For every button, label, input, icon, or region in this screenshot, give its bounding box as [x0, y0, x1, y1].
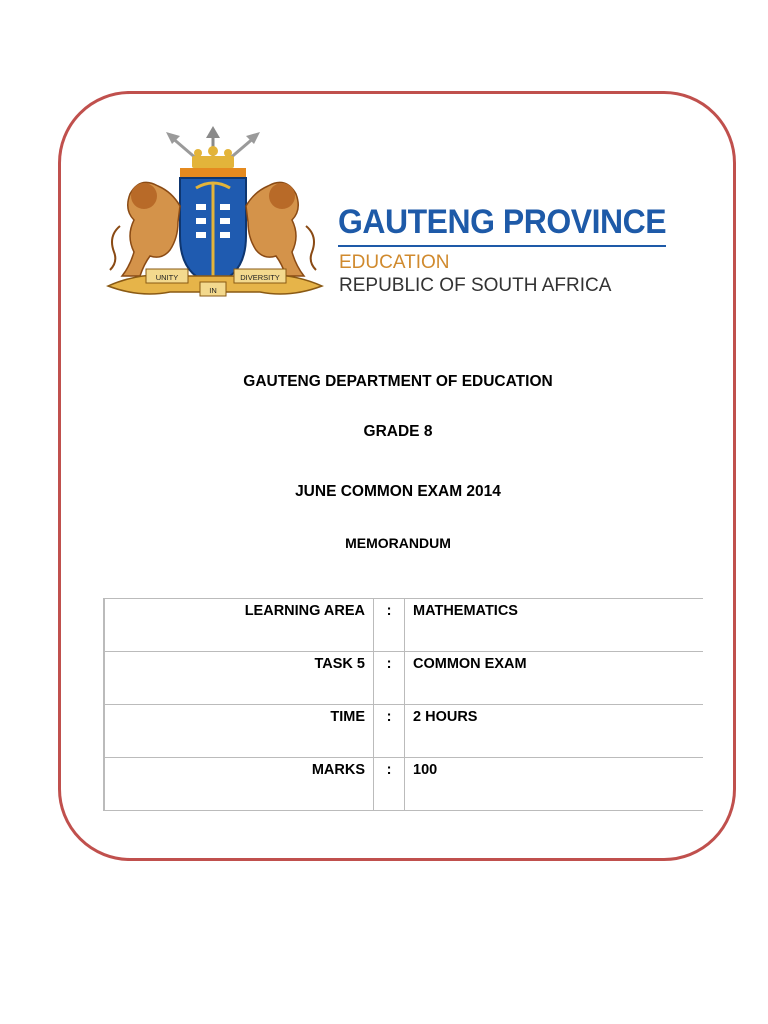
- detail-value: 100: [405, 758, 704, 811]
- detail-separator: :: [374, 758, 405, 811]
- detail-label: MARKS: [104, 758, 374, 811]
- gauteng-coat-of-arms-logo: [100, 126, 330, 308]
- exam-details-table: [103, 598, 703, 811]
- detail-separator: :: [374, 705, 405, 758]
- detail-label: TIME: [104, 705, 374, 758]
- motto-diversity: DIVERSITY: [240, 273, 280, 282]
- detail-value: COMMON EXAM: [405, 652, 704, 705]
- motto-unity: UNITY: [155, 273, 179, 282]
- table-row: [104, 599, 703, 652]
- detail-value: 2 HOURS: [405, 705, 704, 758]
- detail-label: LEARNING AREA: [104, 599, 374, 652]
- province-name: GAUTENG PROVINCE: [338, 203, 667, 241]
- province-divider: [338, 245, 666, 247]
- detail-value: MATHEMATICS: [405, 599, 704, 652]
- memorandum-heading: MEMORANDUM: [345, 535, 451, 551]
- table-row: [104, 652, 703, 705]
- department-heading: GAUTENG DEPARTMENT OF EDUCATION: [243, 373, 553, 390]
- grade-heading: GRADE 8: [363, 423, 433, 440]
- detail-separator: :: [374, 599, 405, 652]
- table-row: [104, 705, 703, 758]
- exam-heading: JUNE COMMON EXAM 2014: [295, 483, 501, 500]
- table-row: [104, 758, 703, 811]
- province-country: REPUBLIC OF SOUTH AFRICA: [339, 275, 612, 296]
- detail-separator: :: [374, 652, 405, 705]
- detail-label: TASK 5: [104, 652, 374, 705]
- motto-in: IN: [209, 286, 217, 295]
- province-department: EDUCATION: [339, 252, 450, 273]
